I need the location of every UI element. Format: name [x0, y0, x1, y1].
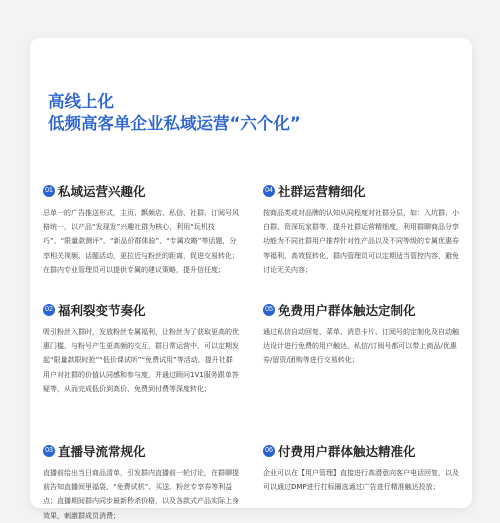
section-number-badge: 02	[43, 304, 55, 316]
section-number-badge: 01	[43, 185, 55, 197]
section-header	[263, 441, 459, 461]
section-title: 福利裂变节奏化	[58, 303, 146, 318]
section-paid-users	[263, 441, 459, 494]
section-title: 付费用户群体触达精准化	[278, 444, 416, 459]
section-interest	[43, 181, 239, 277]
section-body: 直播前给出当日商品清单，引发群内直播前一轮讨论，在群聊提前告知直播间里福袋、“免费试机”、买送、粉丝专享券等利益点；直播期间群内同步最新秒杀价格，以及各款式产品实际上身效果，刺激群成员消费；	[43, 469, 239, 520]
section-body: 吸引粉丝入群时，发放粉丝专属福利，让粉丝为了获取更高的优惠门槛，与粉号产生更高频的交互，群日常运营中，可以定期发起“限量款限时抢”“低价课试听”“免费试用”等活动，提升社群用户对社群的价值认同感和参与度，并通过顾问1V1服务跟单答疑等，从而完成低价到高价、免费到付费等深度转化；	[43, 328, 239, 393]
section-community	[263, 181, 459, 277]
section-title: 免费用户群体触达定制化	[278, 303, 416, 318]
section-fission	[43, 300, 239, 396]
section-free-users	[263, 300, 459, 368]
section-header	[43, 300, 239, 320]
section-header	[263, 300, 459, 320]
content-card	[30, 38, 472, 520]
section-number-badge: 04	[263, 185, 275, 197]
section-title: 社群运营精细化	[278, 184, 366, 199]
section-body: 企业可以在【用户管理】直接进行高潜意向客户电话回复，以及可以通过DMP进行打标圈选通过广告进行精准触达投放；	[263, 469, 459, 492]
headline-line-2: 低频高客单企业私域运营“六个化”	[48, 114, 301, 133]
section-number-badge: 06	[263, 445, 275, 457]
section-header	[263, 181, 459, 201]
section-body: 按商品类或对品牌的认知从同程度对社群分层，如：入坑群、小白群、资深玩家群等，提升社群运营精细度，利用群聊商品分享功能为不同社群用户推荐针对性产品以及不同等级的专属优惠券等福利，高效促转化，群内管理员可以定期适当管控内容，避免讨论无关内容；	[263, 209, 459, 274]
section-number-badge: 05	[263, 304, 275, 316]
section-body: 通过私信自动回复、菜单、消息卡片、订阅号的定制化及自动触达设计进行免费的用户触达，私信/订阅号都可以带上商品/优惠券/留资/团购等进行交易转化；	[263, 328, 459, 365]
section-header	[43, 441, 239, 461]
section-livestream	[43, 441, 239, 523]
section-header	[43, 181, 239, 201]
headline-line-1: 高线上化	[48, 92, 114, 111]
section-title: 直播导流常规化	[58, 444, 146, 459]
section-number-badge: 03	[43, 445, 55, 457]
section-body: 忌单一的广告推送形式，主页、飘频店、私信、社群、订阅号风格统一，以产品“发现发”兴趣社群为核心，利用“玩机技巧”、“限量款测评”、“新品价群体验”、“专属攻略”等话题，分享相关视频、话题活动，更拉近与粉丝的距离，促进交易转化；在群内专业管理员可以提供专属的建议策略，提升信任度；	[43, 209, 239, 274]
section-title: 私域运营兴趣化	[58, 184, 146, 199]
